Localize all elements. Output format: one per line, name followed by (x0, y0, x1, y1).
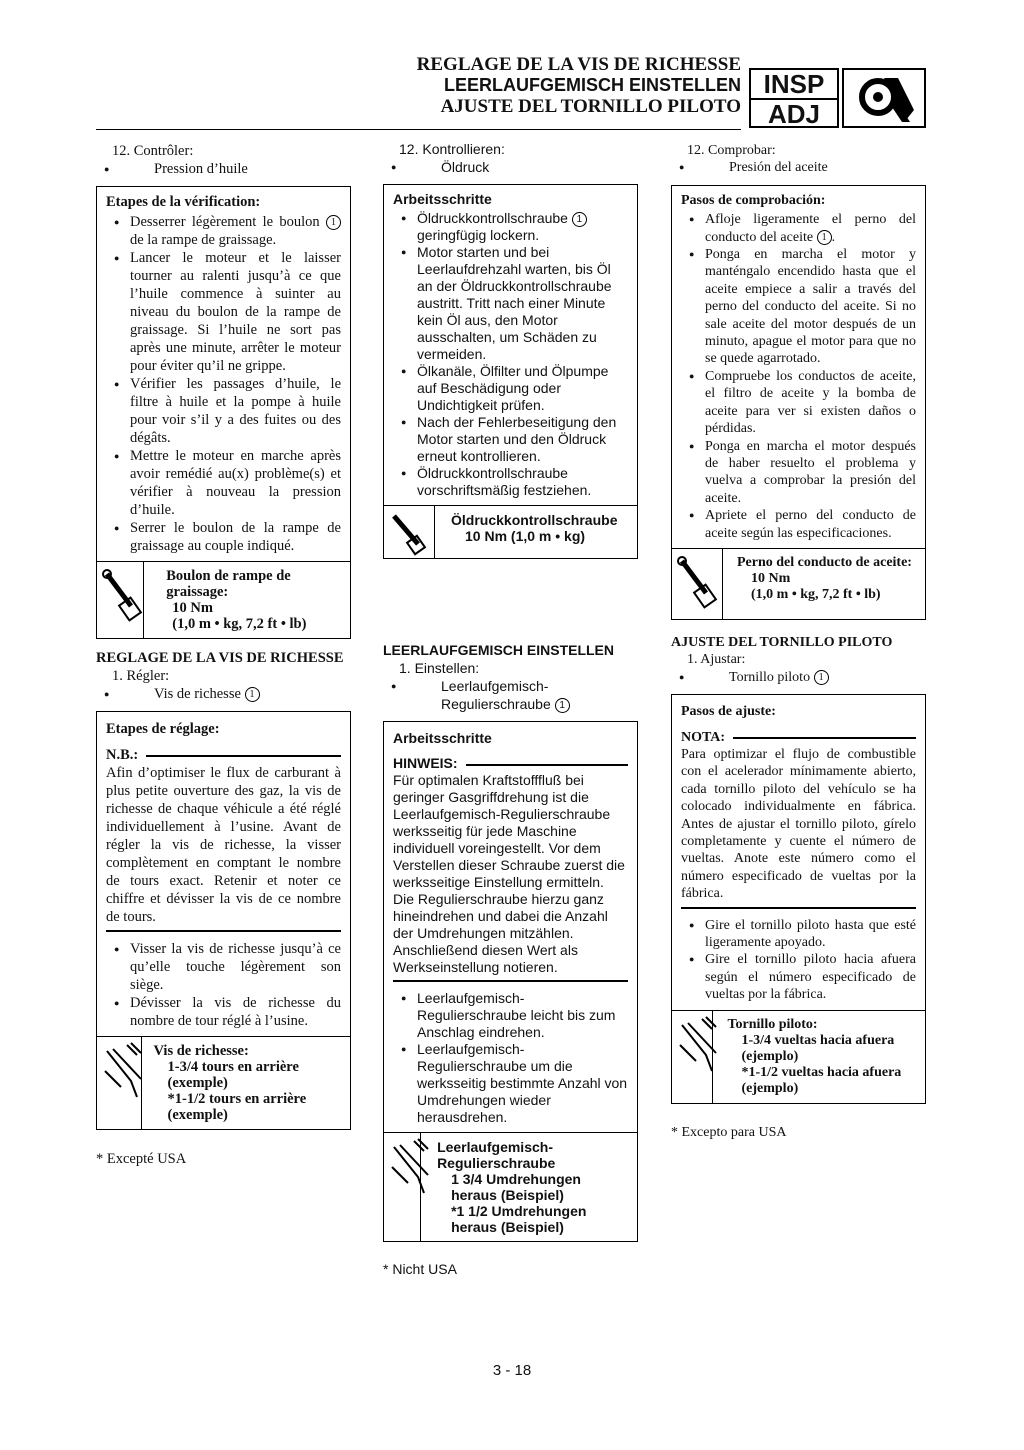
list-item: ● Gire el tornillo piloto hasta que esté ligeramente apoyado. (681, 917, 916, 952)
spec-label: Leerlaufgemisch-Regulierschraube (437, 1139, 556, 1171)
spec-value: 10 Nm (172, 600, 213, 616)
title-fr: REGLAGE DE LA VIS DE RICHESSE (416, 54, 741, 75)
spec-label: Boulon de rampe de graissage: (166, 568, 291, 600)
spec-value-alt: *1-1/2 vueltas hacia afuera (ejemplo) (741, 1064, 902, 1096)
screwdriver-icon (97, 1037, 142, 1129)
box-heading: Pasos de ajuste: (681, 704, 776, 720)
adjust-steps-box (96, 711, 351, 1130)
spec-label: Vis de richesse: (153, 1043, 249, 1059)
torque-spec (97, 561, 350, 638)
list-item: ● Serrer le boulon de la rampe de graissage au couple indiqué. (106, 519, 341, 555)
adjust-steps-box (383, 721, 638, 1242)
spec-value: 10 Nm (751, 570, 791, 586)
list-item: ● Apriete el perno del conducto de aceite según las especificaciones. (681, 507, 916, 542)
step-12: 12. Comprobar: (687, 143, 776, 158)
torque-wrench-icon (384, 506, 435, 558)
step-1-item: ● Tornillo piloto 1 (671, 669, 926, 686)
list-item: ● Gire el tornillo piloto hacia afuera según el número especificado de vueltas por la fábrica. (681, 951, 916, 1003)
footnote: * Excepto para USA (671, 1124, 787, 1140)
pilot-spec (672, 1010, 925, 1103)
step-12-item: ● Öldruck (383, 158, 638, 176)
step-12-item: ● Presión del aceite (671, 159, 926, 176)
torque-spec (672, 548, 925, 619)
step-1-item: ● Leerlaufgemisch-Regulierschraube 1 (383, 677, 621, 713)
step-1: 1. Einstellen: (399, 660, 480, 676)
box-heading: Arbeitsschritte (393, 191, 492, 207)
spec-value: 1-3/4 tours en arrière (exemple) (167, 1059, 299, 1091)
list-item: ● Visser la vis de richesse jusqu’à ce qu’elle touche légèrement son siège. (106, 940, 341, 994)
title-de: LEERLAUFGEMISCH EINSTELLEN (443, 75, 741, 95)
note-header: HINWEIS: (393, 755, 628, 772)
badge-top: INSP (751, 70, 837, 100)
section-title: REGLAGE DE LA VIS DE RICHESSE (96, 650, 344, 666)
column-german (383, 140, 638, 1278)
footnote: * Nicht USA (383, 1261, 457, 1277)
spec-label: Perno del conducto de aceite: (737, 554, 912, 570)
adjust-steps-box (671, 694, 926, 1104)
pilot-spec (97, 1036, 350, 1129)
list-item: ● Leerlaufgemisch-Regulierschraube leicht bis zum Anschlag eindrehen. (393, 990, 628, 1041)
step-12: 12. Contrôler: (112, 143, 194, 159)
check-steps-box (96, 186, 351, 639)
title-es: AJUSTE DEL TORNILLO PILOTO (440, 96, 741, 117)
step-1: 1. Régler: (112, 668, 170, 684)
column-spanish (671, 142, 926, 1141)
page-title (417, 54, 741, 117)
list-item: ● Mettre le moteur en marche après avoir remédié au(x) problème(s) et vérifier à nouveau la pression d’huile. (106, 447, 341, 519)
step-1: 1. Ajustar: (687, 652, 746, 668)
note-text: Für optimalen Kraftstofffluß bei geringer Gasgriffdrehung ist die Leerlaufgemisch-Regulierschraube werksseitig für jede Maschine individuell voreingestellt. Vor dem Verstellen dieser Schraube zuerst die werksseitige Einstellung ermitteln. Die Regulierschraube hierzu ganz hineindrehen und dabei die Anzahl der Umdrehungen mitzählen. Anschließend diesen Wert als Werkseinstellung notieren. (393, 772, 625, 975)
list-item: ● Ölkanäle, Ölfilter und Ölpumpe auf Beschädigung oder Undichtigkeit prüfen. (393, 363, 628, 414)
wrench-icon (842, 68, 926, 128)
page-number: 3 - 18 (492, 1362, 532, 1379)
torque-spec (384, 505, 637, 558)
check-steps-box (671, 185, 926, 620)
torque-wrench-icon (672, 549, 723, 619)
note-header: N.B.: (106, 746, 341, 764)
pilot-spec (384, 1132, 637, 1241)
screwdriver-icon (384, 1133, 421, 1241)
spec-value-alt: (1,0 m • kg, 7,2 ft • lb) (172, 616, 307, 632)
section-title: LEERLAUFGEMISCH EINSTELLEN (383, 642, 615, 658)
spec-value: 1 3/4 Umdrehungen heraus (Beispiel) (451, 1171, 581, 1203)
list-item: ● Motor starten und bei Leerlaufdrehzahl warten, bis Öl an der Öldruckkontrollschraube austritt. Tritt nach einer Minute kein Öl aus, den Motor ausschalten, um Schäden zu vermeiden. (393, 244, 628, 363)
spec-value-alt: *1 1/2 Umdrehungen heraus (Beispiel) (451, 1203, 587, 1235)
spec-label: Öldruckkontrollschraube (451, 512, 618, 528)
spec-value: 10 Nm (1,0 m • kg) (465, 528, 586, 544)
list-item: ● Öldruckkontrollschraube vorschriftsmäßig festziehen. (393, 465, 628, 499)
list-item: ● Nach der Fehlerbeseitigung den Motor starten und den Öldruck erneut kontrollieren. (393, 414, 628, 465)
spec-value-alt: (1,0 m • kg, 7,2 ft • lb) (751, 586, 881, 602)
step-12-item: ● Pression d’huile (96, 160, 351, 178)
screwdriver-icon (672, 1011, 713, 1103)
list-item: ● Leerlaufgemisch-Regulierschraube um die werksseitig bestimmte Anzahl von Umdrehungen wieder herausdrehen. (393, 1041, 628, 1126)
list-item: ● Compruebe los conductos de aceite, el filtro de aceite y la bomba de aceite para ver si existen daños o pérdidas. (681, 368, 916, 438)
box-heading: Etapes de la vérification: (106, 194, 261, 210)
step-1-item: ● Vis de richesse 1 (96, 685, 351, 703)
check-steps-box (383, 184, 638, 559)
section-title: AJUSTE DEL TORNILLO PILOTO (671, 634, 893, 650)
box-heading: Pasos de comprobación: (681, 192, 826, 208)
inspection-badge (749, 68, 839, 128)
list-item: ● Dévisser la vis de richesse du nombre de tour réglé à l’usine. (106, 994, 341, 1030)
box-heading: Arbeitsschritte (393, 730, 492, 746)
list-item: ● Lancer le moteur et le laisser tourner au ralenti jusqu’à ce que l’huile commence à suinter au niveau du boulon de la rampe de graissage. Si l’huile ne sort pas après une minute, arrêter le moteur pour éviter qu’il ne grippe. (106, 249, 341, 375)
list-item: ● Ponga en marcha el motor y manténgalo encendido hasta que el aceite empiece a salir a través del perno del conducto del aceite. Si no sale aceite del motor después de un minuto, apague el motor para que no se quede agarrotado. (681, 246, 916, 368)
spec-value: 1-3/4 vueltas hacia afuera (ejemplo) (741, 1032, 895, 1064)
badge-bottom: ADJ (767, 99, 820, 129)
note-text: Para optimizar el flujo de combustible con el acelerador mínimamente abierto, cada tornillo piloto del vehículo se ha colocado individualmente en fábrica. Antes de ajustar el tornillo piloto, gírelo completamente y cuente el número de vueltas. Anote este número como el número especificado de vueltas por la fábrica. (681, 746, 916, 902)
list-item: ● Afloje ligeramente el perno del conducto del aceite 1 . (681, 211, 916, 246)
header-rule (96, 129, 741, 130)
list-item: ● Ponga en marcha el motor después de haber resuelto el problema y vuelva a comprobar la presión del aceite. (681, 438, 916, 508)
list-item: ● Desserrer légèrement le boulon 1 de la rampe de graissage. (106, 213, 341, 249)
torque-wrench-icon (97, 562, 144, 638)
note-text: Afin d’optimiser le flux de carburant à plus petite ouverture des gaz, la vis de richesse de chaque véhicule a été réglé individuellement à l’usine. Avant de régler la vis de richesse, la visser complètement en comptant le nombre de tours exact. Retenir et noter ce chiffre et dévisser la vis de ce nombre de tours. (106, 765, 341, 925)
box-heading: Etapes de réglage: (106, 721, 220, 737)
list-item: ● Öldruckkontrollschraube 1 geringfügig lockern. (393, 210, 628, 244)
ref-mark: 1 (326, 215, 341, 230)
step-12: 12. Kontrollieren: (399, 141, 505, 157)
note-header: NOTA: (681, 729, 916, 746)
column-french (96, 142, 351, 1168)
footnote: * Excepté USA (96, 1151, 187, 1167)
spec-label: Tornillo piloto: (727, 1016, 818, 1032)
list-item: ● Vérifier les passages d’huile, le filtre à huile et la pompe à huile pour voir s’il y a des fuites ou des dégâts. (106, 375, 341, 447)
spec-value-alt: *1-1/2 tours en arrière (exemple) (167, 1091, 307, 1123)
